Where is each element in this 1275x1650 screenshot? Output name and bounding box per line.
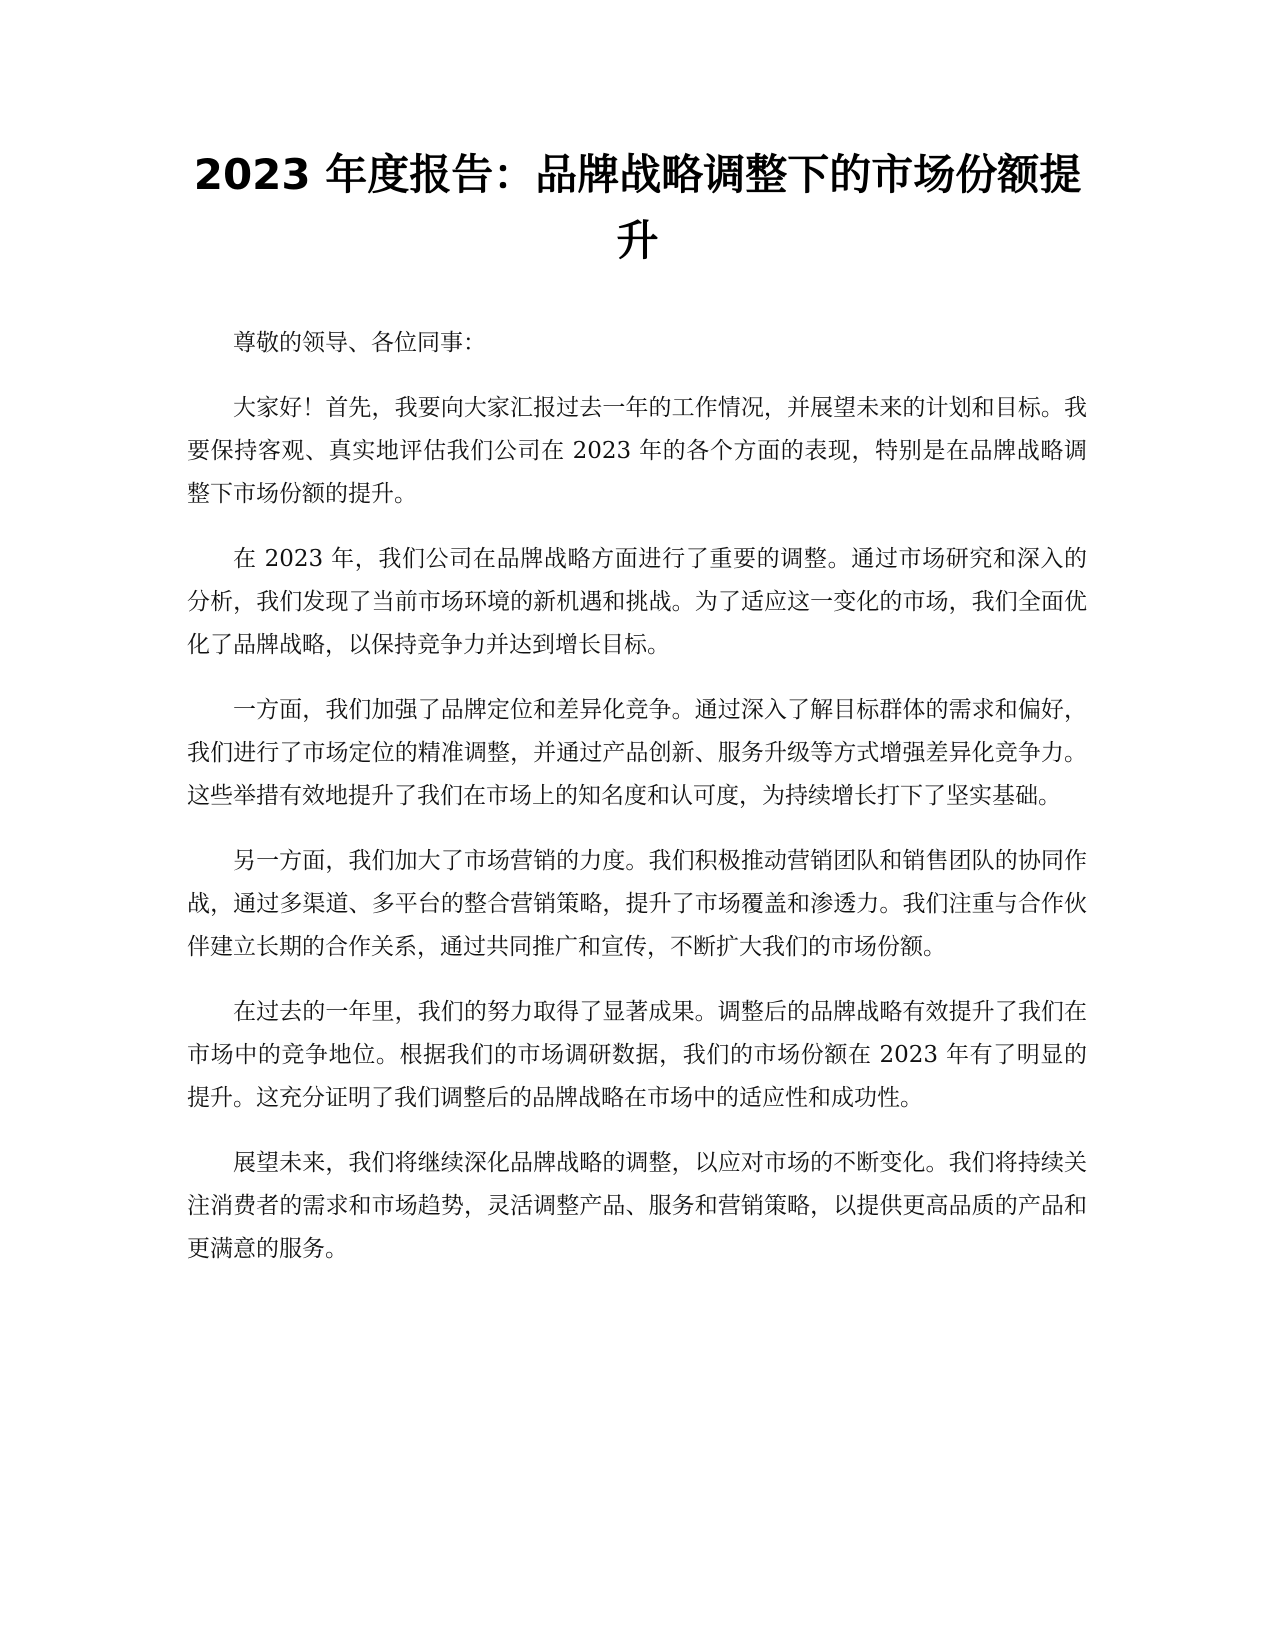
paragraph: 一方面，我们加强了品牌定位和差异化竞争。通过深入了解目标群体的需求和偏好，我们进行了市场定位的精准调整，并通过产品创新、服务升级等方式增强差异化竞争力。这些举措有效地提升了我们在市场上的知名度和认可度，为持续增长打下了坚实基础。: [187, 697, 1087, 809]
document-body: [187, 322, 1087, 1293]
paragraph: 在过去的一年里，我们的努力取得了显著成果。调整后的品牌战略有效提升了我们在市场中的竞争地位。根据我们的市场调研数据，我们的市场份额在 2023 年有了明显的提升。这充分证明了我们调整后的品牌战略在市场中的适应性和成功性。: [187, 999, 1087, 1111]
greeting: 尊敬的领导、各位同事：: [233, 330, 486, 356]
paragraph: 在 2023 年，我们公司在品牌战略方面进行了重要的调整。通过市场研究和深入的分析，我们发现了当前市场环境的新机遇和挑战。为了适应这一变化的市场，我们全面优化了品牌战略，以保持竞争力并达到增长目标。: [187, 546, 1087, 658]
document-title: 2023 年度报告：品牌战略调整下的市场份额提升: [193, 150, 1082, 265]
paragraph: 展望未来，我们将继续深化品牌战略的调整，以应对市场的不断变化。我们将持续关注消费者的需求和市场趋势，灵活调整产品、服务和营销策略，以提供更高品质的产品和更满意的服务。: [187, 1150, 1087, 1262]
paragraph: 另一方面，我们加大了市场营销的力度。我们积极推动营销团队和销售团队的协同作战，通过多渠道、多平台的整合营销策略，提升了市场覆盖和渗透力。我们注重与合作伙伴建立长期的合作关系，通过共同推广和宣传，不断扩大我们的市场份额。: [187, 848, 1087, 960]
paragraph: 大家好！首先，我要向大家汇报过去一年的工作情况，并展望未来的计划和目标。我要保持客观、真实地评估我们公司在 2023 年的各个方面的表现，特别是在品牌战略调整下市场份额的提升。: [187, 395, 1087, 507]
